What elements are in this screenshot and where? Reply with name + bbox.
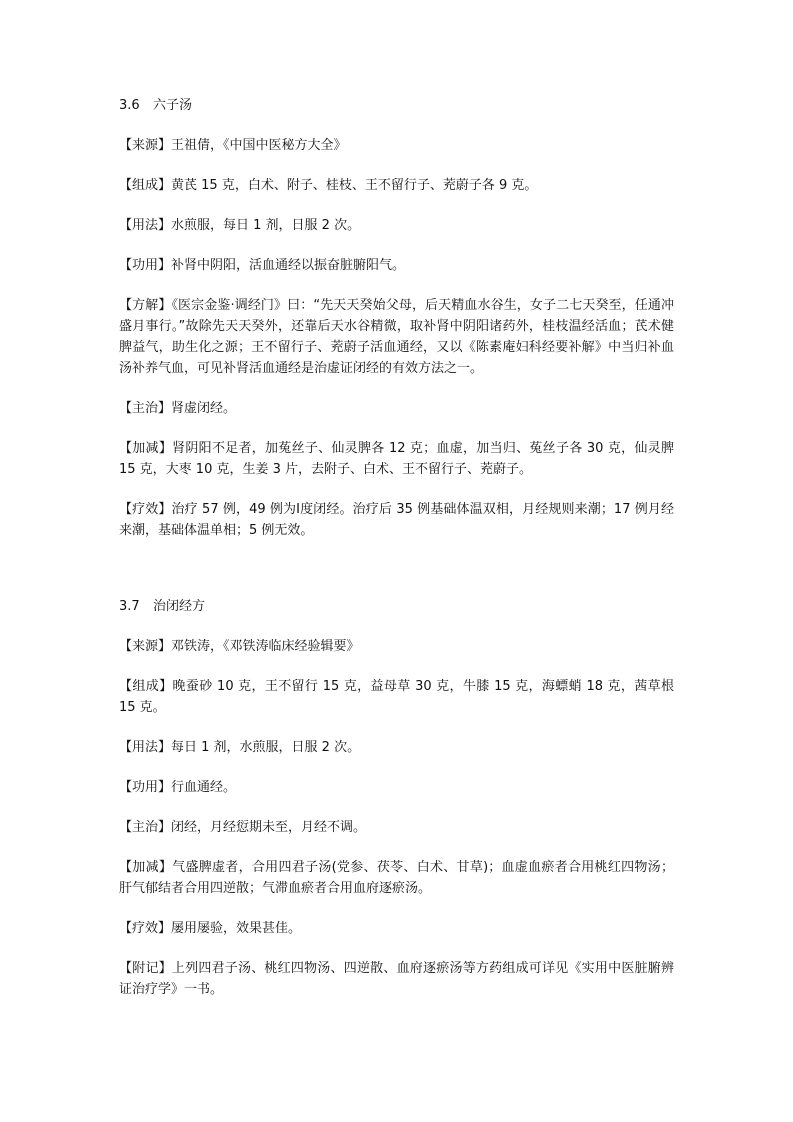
paragraph-usage [119, 737, 674, 758]
section-number: 3.7 [119, 599, 140, 614]
label: 【功用】 [119, 780, 172, 795]
text: 屡用屡验，效果甚佳。 [171, 921, 302, 936]
paragraph-indication [119, 398, 674, 419]
label: 【疗效】 [119, 921, 172, 936]
text: 上列四君子汤、桃红四物汤、四逆散、血府逐瘀汤等方药组成可详见《实用中医脏腑辨证治疗学》一书。 [119, 961, 674, 997]
text: 肾虚闭经。 [171, 401, 237, 416]
paragraph-composition [119, 175, 674, 196]
section-title: 治闭经方 [153, 599, 206, 614]
document-page [119, 95, 674, 1019]
label: 【加减】 [119, 441, 173, 456]
label: 【疗效】 [119, 502, 172, 517]
paragraph-usage [119, 215, 674, 236]
text: 水煎服，每日 1 剂，日服 2 次。 [171, 218, 361, 233]
label: 【来源】 [119, 639, 172, 654]
text: 闭经，月经愆期未至，月经不调。 [171, 820, 367, 835]
text: 王祖倩，《中国中医秘方大全》 [171, 138, 347, 153]
paragraph-efficacy [119, 499, 674, 541]
paragraph-function [119, 777, 674, 798]
text: 肾阴阳不足者，加菟丝子、仙灵脾各 12 克；血虚，加当归、菟丝子各 30 克，仙灵脾 15 克，大枣 10 克，生姜 3 片，去附子、白术、王不留行子、茺蔚子。 [119, 441, 674, 477]
label: 【组成】 [119, 679, 173, 694]
label: 【功用】 [119, 258, 172, 273]
paragraph-note [119, 958, 674, 1000]
text: 行血通经。 [171, 780, 237, 795]
label: 【用法】 [119, 740, 172, 755]
label: 【主治】 [119, 401, 172, 416]
label: 【组成】 [119, 178, 172, 193]
text: 气盛脾虚者，合用四君子汤(党参、茯苓、白术、甘草)；血虚血瘀者合用桃红四物汤；肝气郁结者合用四逆散；气滞血瘀者合用血府逐瘀汤。 [119, 860, 674, 896]
section-heading [119, 95, 674, 116]
label: 【加减】 [119, 860, 173, 875]
paragraph-source [119, 135, 674, 156]
text: 治疗 57 例，49 例为Ⅰ度闭经。治疗后 35 例基础体温双相，月经规则来潮；17 例月经来潮，基础体温单相；5 例无效。 [119, 502, 674, 538]
text: 每日 1 剂，水煎服，日服 2 次。 [171, 740, 361, 755]
paragraph-source [119, 636, 674, 657]
section-title: 六子汤 [153, 98, 193, 113]
label: 【方解】 [119, 298, 172, 313]
section-3-6 [119, 95, 674, 541]
section-heading [119, 596, 674, 617]
label: 【附记】 [119, 961, 172, 976]
text: 晚蚕砂 10 克，王不留行 15 克，益母草 30 克，牛膝 15 克，海螵蛸 18 克，茜草根 15 克。 [119, 679, 674, 715]
text: 补肾中阴阳，活血通经以振奋脏腑阳气。 [171, 258, 406, 273]
label: 【来源】 [119, 138, 172, 153]
label: 【主治】 [119, 820, 172, 835]
paragraph-efficacy [119, 918, 674, 939]
text: 黄芪 15 克，白术、附子、桂枝、王不留行子、茺蔚子各 9 克。 [171, 178, 538, 193]
paragraph-explanation [119, 295, 674, 379]
label: 【用法】 [119, 218, 172, 233]
paragraph-modification [119, 857, 674, 899]
section-spacer [119, 560, 674, 596]
text: 《医宗金鉴·调经门》曰：“先天天癸始父母，后天精血水谷生，女子二七天癸至，任通冲盛月事行。”故除先天天癸外，还靠后天水谷精微，取补肾中阴阳诸药外，桂枝温经活血；芪术健脾益气，助生化之源；王不留行子、茺蔚子活血通经，又以《陈素庵妇科经要补解》中当归补血汤补养气血，可见补肾活血通经是治虚证闭经的有效方法之一。 [119, 298, 674, 376]
paragraph-function [119, 255, 674, 276]
section-3-7 [119, 596, 674, 1000]
paragraph-indication [119, 817, 674, 838]
paragraph-composition [119, 676, 674, 718]
text: 邓铁涛，《邓铁涛临床经验辑要》 [171, 639, 360, 654]
section-number: 3.6 [119, 98, 140, 113]
paragraph-modification [119, 438, 674, 480]
